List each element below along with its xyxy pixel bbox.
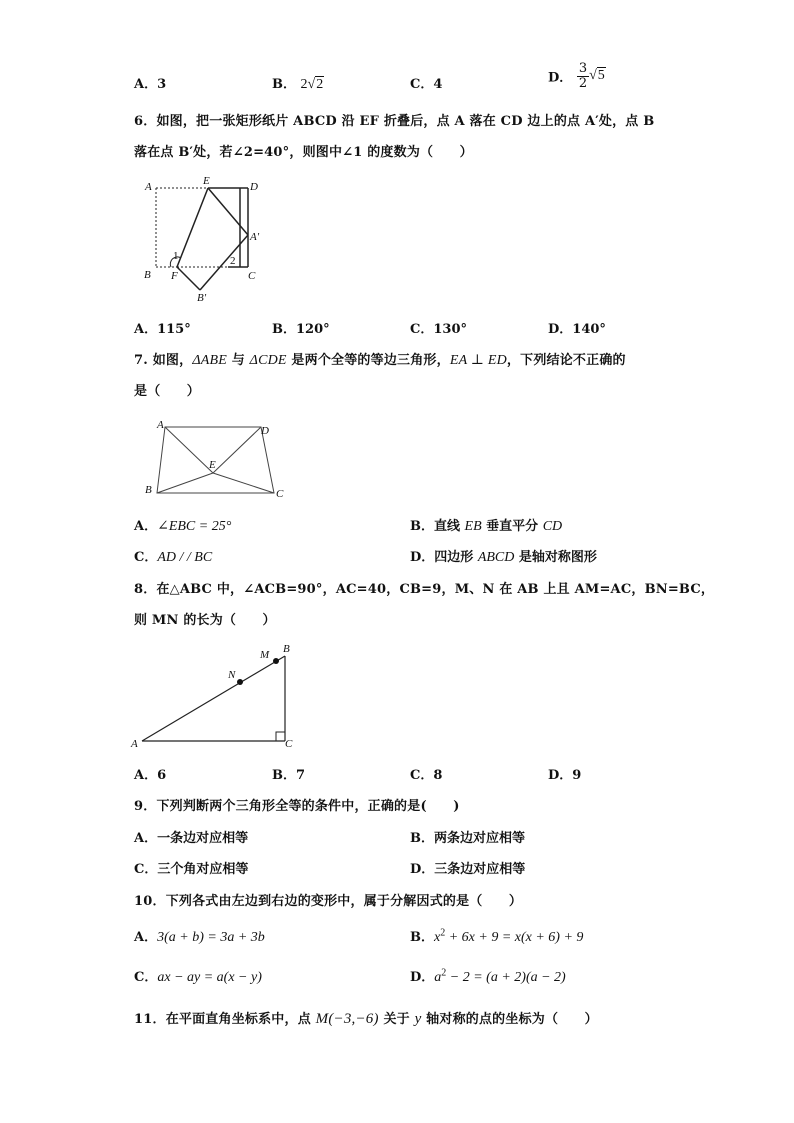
q6-option-b[interactable]: B．120° [272, 322, 330, 337]
q8-option-a[interactable]: A．6 [134, 768, 167, 783]
q6-stem-line2: 落在点 B′处，若∠2=40°，则图中∠1 的度数为（ ） [134, 145, 473, 160]
q5-option-d[interactable]: D． $\frac{3}{2}$ √5 [548, 61, 605, 91]
fig6-label-a-prime: A' [250, 231, 260, 243]
q9-stem: 9．下列判断两个三角形全等的条件中，正确的是( ) [134, 799, 460, 814]
q6-stem-line1: 6．如图，把一张矩形纸片 ABCD 沿 EF 折叠后，点 A 落在 CD 边上的点 A′处，点 B [134, 114, 655, 129]
q7-option-a[interactable]: A．∠EBC = 25° [134, 519, 232, 534]
fig6-label-angle1: 1 [173, 250, 179, 262]
fig6-label-angle2: 2 [230, 255, 236, 267]
q9-option-d[interactable]: D．三条边对应相等 [410, 862, 526, 877]
q9-option-c[interactable]: C．三个角对应相等 [134, 862, 249, 877]
q10-stem: 10．下列各式由左边到右边的变形中，属于分解因式的是（ ） [134, 894, 523, 909]
fig6-label-a: A [145, 181, 152, 193]
q7-option-b[interactable]: B．直线 EB 垂直平分 CD [410, 519, 563, 534]
fraction: $\frac{3}{2}$ [578, 61, 588, 91]
fig8-label-n: N [228, 669, 236, 681]
q10-option-c[interactable]: C．ax − ay = a(x − y) [134, 970, 262, 985]
q8-option-d[interactable]: D．9 [548, 768, 582, 783]
q6-option-a[interactable]: A．115° [134, 322, 191, 337]
fig6-label-e: E [203, 175, 210, 187]
q6-option-d[interactable]: D．140° [548, 322, 606, 337]
q8-stem-line1: 8．在△ABC 中，∠ACB=90°，AC=40，CB=9，M、N 在 AB 上且 AM=AC，BN=BC， [134, 582, 715, 597]
fig7-label-e: E [209, 459, 216, 471]
q7-option-c[interactable]: C．AD / / BC [134, 550, 213, 565]
q7-stem-line2: 是（ ） [134, 384, 201, 399]
fig6-label-c: C [248, 270, 256, 282]
fig8-label-m: M [260, 649, 270, 661]
q8-stem-line2: 则 MN 的长为（ ） [134, 613, 276, 628]
q7-figure [140, 416, 290, 502]
q5-option-a[interactable]: A．3 [134, 77, 167, 92]
q10-option-a[interactable]: A．3(a + b) = 3a + 3b [134, 930, 265, 945]
q7-stem-line1: 7. 如图，ΔABE 与 ΔCDE 是两个全等的等边三角形，EA ⊥ ED，下列结论不正确的 [134, 353, 626, 368]
fig8-label-b: B [283, 643, 290, 655]
fig7-label-d: D [261, 425, 269, 437]
q8-option-c[interactable]: C．8 [410, 768, 443, 783]
fig7-label-b: B [145, 484, 152, 496]
fig6-label-f: F [171, 270, 178, 282]
fig7-label-a: A [157, 419, 164, 431]
fig8-label-c: C [285, 738, 293, 750]
q7-option-d[interactable]: D．四边形 ABCD 是轴对称图形 [410, 550, 597, 565]
q9-option-a[interactable]: A．一条边对应相等 [134, 831, 249, 846]
q5-option-b[interactable]: B． 2√2 [272, 77, 324, 92]
q10-option-d[interactable]: D．$a^2 - 2 = (a + 2)(a - 2)$ [410, 967, 566, 985]
q5-option-c[interactable]: C．4 [410, 77, 443, 92]
q10-option-b[interactable]: B．$x^2 + 6x + 9 = x(x + 6) + 9$ [410, 927, 584, 945]
fig7-label-c: C [276, 488, 284, 500]
q6-figure [140, 170, 270, 302]
fig8-label-a: A [131, 738, 138, 750]
q11-stem: 11．在平面直角坐标系中，点 M(−3,−6) 关于 y 轴对称的点的坐标为（ ） [134, 1011, 598, 1027]
fig6-label-d: D [250, 181, 258, 193]
q8-figure [130, 638, 300, 750]
fig6-label-b-prime: B' [197, 292, 207, 302]
q6-option-c[interactable]: C．130° [410, 322, 467, 337]
fig6-label-b: B [144, 269, 151, 281]
q9-option-b[interactable]: B．两条边对应相等 [410, 831, 526, 846]
q8-option-b[interactable]: B．7 [272, 768, 306, 783]
